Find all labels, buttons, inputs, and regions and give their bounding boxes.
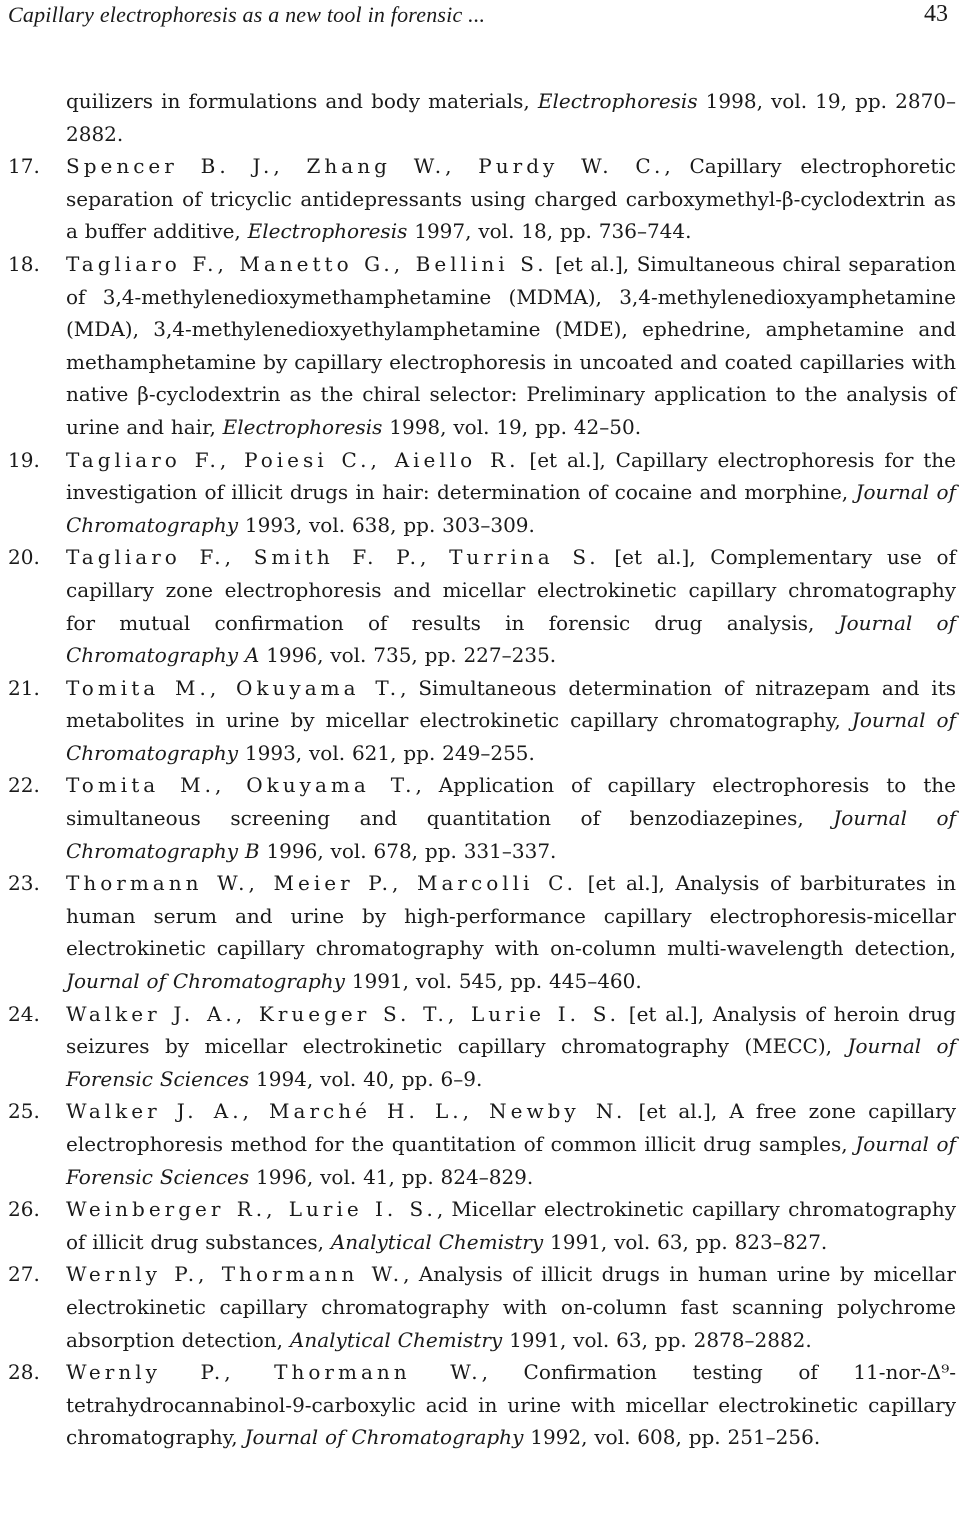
reference-number: 28.	[8, 1360, 40, 1385]
reference-details: 1997, vol. 18, pp. 736–744.	[414, 219, 692, 244]
reference-title: quilizers in formulations and body materials,	[66, 89, 530, 113]
reference-authors: Tagliaro F., Smith F. P., Turrina S.	[66, 545, 600, 570]
reference-item	[8, 1356, 956, 1454]
reference-authors: Wernly P., Thormann W.	[66, 1262, 404, 1287]
reference-item	[8, 998, 956, 1096]
reference-title: [et al.], Simultaneous chiral separation of 3,4-methylenedioxymethamphetamine (MDMA), 3,4-methylenedioxyamphetamine (MDA), 3,4-methylenedioxyethylamphetamine (MDE), ephedrine, amphetamine and methamphetamine by capillary electrophoresis in uncoated and coated capillaries with native β-cyclodextrin as the chiral selector: Preliminary application to the analysis of urine and hair,	[66, 251, 956, 439]
reference-authors: Tagliaro F., Poiesi C., Aiello R.	[66, 447, 520, 472]
reference-item	[8, 672, 956, 770]
reference-details: 1998, vol. 19, pp. 42–50.	[389, 414, 642, 439]
reference-authors: Spencer B. J., Zhang W., Purdy W. C.	[66, 154, 665, 179]
reference-details: 1993, vol. 638, pp. 303–309.	[244, 512, 535, 537]
reference-details: 1998, vol. 19, pp. 2870–2882.	[66, 89, 957, 146]
reference-authors: Weinberger R., Lurie I. S.	[66, 1197, 437, 1222]
reference-title: , Confirmation testing of 11-nor-Δ⁹-tetrahydrocannabinol-9-carboxylic acid in urine with micellar electrokinetic capillary chromatography,	[66, 1360, 956, 1450]
running-header	[8, 0, 952, 36]
reference-authors: Thormann W., Meier P., Marcolli C.	[66, 871, 578, 896]
reference-item	[8, 248, 956, 444]
running-title: Capillary electrophoresis as a new tool in forensic ...	[8, 2, 486, 27]
reference-item	[8, 541, 956, 671]
reference-authors: Walker J. A., Krueger S. T., Lurie I. S.	[66, 1001, 621, 1026]
reference-journal: Journal of Forensic Sciences	[66, 1132, 957, 1189]
reference-journal: Journal of Chromatography B	[66, 806, 956, 863]
reference-title: [et al.], Capillary electrophoresis for the investigation of illicit drugs in hair: determination of cocaine and morphine,	[66, 447, 957, 505]
reference-journal: Journal of Chromatography A	[66, 610, 956, 668]
reference-journal: Electrophoresis	[537, 89, 698, 113]
reference-number: 27.	[8, 1262, 40, 1287]
reference-number: 19.	[8, 447, 40, 472]
reference-continued	[8, 85, 956, 150]
reference-journal: Analytical Chemistry	[289, 1327, 503, 1352]
reference-title: [et al.], Analysis of barbiturates in human serum and urine by high-performance capillary electrophoresis-micellar electrokinetic capillary chromatography with on-column multi-wavelength detection,	[66, 871, 956, 961]
reference-details: 1996, vol. 41, pp. 824–829.	[256, 1164, 534, 1189]
reference-title: , Application of capillary electrophoresis to the simultaneous screening and quantitation of benzodiazepines,	[66, 773, 956, 831]
reference-item	[8, 867, 956, 997]
reference-number: 24.	[8, 1001, 40, 1026]
reference-title: , Analysis of illicit drugs in human urine by micellar electrokinetic capillary chromatography with on-column fast scanning polychrome absorption detection,	[66, 1262, 956, 1352]
reference-number: 21.	[8, 675, 40, 700]
reference-journal: Journal of Forensic Sciences	[66, 1034, 956, 1091]
page-number: 43	[924, 1, 948, 27]
reference-title: , Micellar electrokinetic capillary chromatography of illicit drug substances,	[66, 1197, 956, 1254]
reference-item	[8, 769, 956, 867]
reference-authors: Tomita M., Okuyama T.	[66, 773, 416, 798]
reference-journal: Journal of Chromatography	[66, 708, 956, 765]
reference-journal: Journal of Chromatography	[244, 1425, 524, 1450]
reference-details: 1991, vol. 63, pp. 2878–2882.	[509, 1327, 812, 1352]
reference-authors: Tagliaro F., Manetto G., Bellini S.	[66, 251, 548, 276]
reference-journal: Journal of Chromatography	[66, 969, 345, 994]
reference-details: 1992, vol. 608, pp. 251–256.	[530, 1425, 821, 1450]
reference-journal: Analytical Chemistry	[330, 1229, 544, 1254]
reference-number: 18.	[8, 251, 40, 276]
reference-details: 1994, vol. 40, pp. 6–9.	[256, 1066, 483, 1091]
reference-item	[8, 444, 956, 542]
reference-authors: Walker J. A., Marché H. L., Newby N.	[66, 1099, 627, 1124]
reference-details: 1991, vol. 63, pp. 823–827.	[550, 1229, 828, 1254]
reference-title: , Capillary electrophoretic separation of tricyclic antidepressants using charged carboxymethyl-β-cyclodextrin as a buffer additive,	[66, 154, 956, 244]
reference-item	[8, 1095, 956, 1193]
reference-number: 26.	[8, 1197, 40, 1222]
reference-authors: Wernly P., Thormann W.	[66, 1360, 482, 1385]
reference-number: 25.	[8, 1099, 40, 1124]
reference-item	[8, 1258, 956, 1356]
reference-details: 1996, vol. 735, pp. 227–235.	[266, 643, 557, 668]
reference-number: 20.	[8, 545, 40, 570]
reference-journal: Electrophoresis	[247, 219, 408, 244]
reference-journal: Journal of Chromatography	[66, 480, 956, 537]
reference-authors: Tomita M., Okuyama T.	[66, 675, 401, 700]
reference-number: 17.	[8, 154, 40, 179]
reference-item	[8, 1193, 956, 1258]
reference-details: 1993, vol. 621, pp. 249–255.	[244, 740, 535, 765]
reference-item	[8, 150, 956, 248]
reference-list	[8, 85, 956, 1454]
reference-details: 1991, vol. 545, pp. 445–460.	[351, 969, 642, 994]
reference-number: 22.	[8, 773, 40, 798]
reference-journal: Electrophoresis	[222, 414, 383, 439]
reference-number: 23.	[8, 871, 40, 896]
reference-title: [et al.], Analysis of heroin drug seizures by micellar electrokinetic capillary chromatography (MECC),	[66, 1001, 956, 1059]
reference-title: [et al.], Complementary use of capillary zone electrophoresis and micellar electrokinetic capillary chromatography for mutual confirmation of results in forensic drug analysis,	[66, 545, 956, 635]
reference-title: , Simultaneous determination of nitrazepam and its metabolites in urine by micellar electrokinetic capillary chromatography,	[66, 675, 956, 733]
reference-title: [et al.], A free zone capillary electrophoresis method for the quantitation of common illicit drug samples,	[66, 1099, 957, 1156]
reference-details: 1996, vol. 678, pp. 331–337.	[266, 838, 557, 863]
